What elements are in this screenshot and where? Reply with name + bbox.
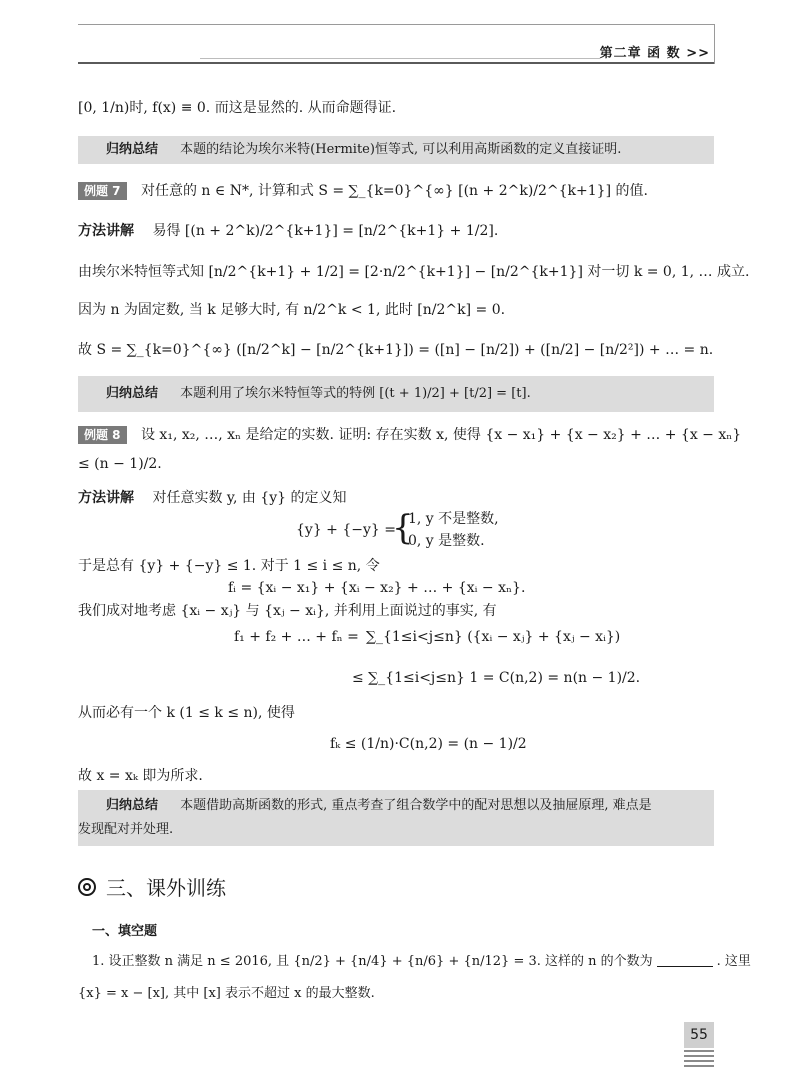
summary-text: 本题的结论为埃尔米特(Hermite)恒等式, 可以利用高斯函数的定义直接证明. — [180, 142, 622, 157]
example-7-line — [78, 181, 648, 201]
text-line: 故 S = ∑_{k=0}^{∞} ([n/2^k] − [n/2^{k+1}]) = ([n] − [n/2]) + ([n/2] − [n/2²]) + … = n. — [78, 342, 714, 358]
answer-blank — [657, 966, 713, 967]
subsection-heading: 一、填空题 — [92, 924, 158, 939]
summary-text: 本题借助高斯函数的形式, 重点考查了组合数学中的配对思想以及抽屉原理, 难点是 — [180, 798, 652, 813]
method-text: 对任意实数 y, 由 {y} 的定义知 — [152, 490, 347, 506]
summary-text-cont: 发现配对并处理. — [78, 822, 174, 837]
formula-line: ≤ ∑_{1≤i<j≤n} 1 = C(n,2) = n(n − 1)/2. — [352, 670, 641, 686]
method-text: 易得 [(n + 2^k)/2^{k+1}] = [n/2^{k+1} + 1/2]. — [152, 223, 499, 239]
formula-line: fₖ ≤ (1/n)·C(n,2) = (n − 1)/2 — [330, 736, 527, 752]
exercise-text-tail: . 这里 — [716, 954, 751, 969]
text-line: [0, 1/n)时, f(x) ≡ 0. 而这是显然的. 从而命题得证. — [78, 100, 397, 116]
case-lhs: {y} + {−y} = — [296, 522, 396, 538]
method-label: 方法讲解 — [78, 223, 134, 239]
summary-box-2 — [78, 376, 714, 412]
header-rule-bottom — [78, 62, 714, 64]
header-rule-top — [78, 24, 714, 25]
double-circle-icon — [78, 878, 96, 896]
case-line-1: 1, y 不是整数, — [408, 511, 499, 527]
section-title: 三、课外训练 — [106, 876, 226, 900]
method-line — [78, 221, 498, 241]
example-tag: 例题 7 — [78, 182, 127, 200]
chapter-title: 第二章 函 数 >> — [599, 46, 710, 61]
formula-lhs: f₁ + f₂ + … + fₙ = — [234, 629, 359, 645]
text-line: 从而必有一个 k (1 ≤ k ≤ n), 使得 — [78, 705, 295, 721]
text-line: ≤ (n − 1)/2. — [78, 456, 162, 472]
summary-label: 归纳总结 — [106, 142, 159, 157]
formula-line: fᵢ = {xᵢ − x₁} + {xᵢ − x₂} + … + {xᵢ − xₙ}. — [228, 580, 526, 596]
example-text: 对任意的 n ∈ N*, 计算和式 S = ∑_{k=0}^{∞} [(n + 2^k)/2^{k+1}] 的值. — [140, 183, 648, 199]
exercise-text: 1. 设正整数 n 满足 n ≤ 2016, 且 {n/2} + {n/4} + {n/6} + {n/12} = 3. 这样的 n 的个数为 — [92, 954, 653, 969]
text-line: 于是总有 {y} + {−y} ≤ 1. 对于 1 ≤ i ≤ n, 令 — [78, 558, 380, 574]
exercise-1-line — [92, 952, 751, 972]
text-line: 我们成对地考虑 {xᵢ − xⱼ} 与 {xⱼ − xᵢ}, 并利用上面说过的事实, 有 — [78, 603, 497, 619]
exercise-1-line-2: {x} = x − [x], 其中 [x] 表示不超过 x 的最大整数. — [78, 986, 375, 1001]
summary-label: 归纳总结 — [106, 386, 159, 401]
case-brace: { — [392, 508, 414, 548]
page-number-stripes — [684, 1050, 714, 1070]
example-8-line — [78, 425, 741, 445]
page-number: 55 — [684, 1022, 714, 1048]
formula-rhs: ∑_{1≤i<j≤n} ({xᵢ − xⱼ} + {xⱼ − xᵢ}) — [366, 629, 621, 645]
case-line-2: 0, y 是整数. — [408, 533, 485, 549]
method-line — [78, 488, 346, 508]
summary-box-1 — [78, 136, 714, 164]
header-rule-thin — [200, 58, 600, 59]
method-label: 方法讲解 — [78, 490, 134, 506]
summary-text: 本题利用了埃尔米特恒等式的特例 [(t + 1)/2] + [t/2] = [t]. — [180, 386, 531, 401]
text-line: 因为 n 为固定数, 当 k 足够大时, 有 n/2^k < 1, 此时 [n/2^k] = 0. — [78, 302, 506, 318]
summary-box-3 — [78, 790, 714, 846]
example-text: 设 x₁, x₂, …, xₙ 是给定的实数. 证明: 存在实数 x, 使得 {x − x₁} + {x − x₂} + … + {x − xₙ} — [140, 427, 742, 443]
header-rule-vertical — [714, 24, 715, 64]
text-line: 故 x = xₖ 即为所求. — [78, 768, 203, 784]
text-line: 由埃尔米特恒等式知 [n/2^{k+1} + 1/2] = [2·n/2^{k+1}] − [n/2^{k+1}] 对一切 k = 0, 1, … 成立. — [78, 264, 750, 280]
section-heading — [78, 872, 226, 901]
example-tag: 例题 8 — [78, 426, 127, 444]
summary-label: 归纳总结 — [106, 798, 159, 813]
